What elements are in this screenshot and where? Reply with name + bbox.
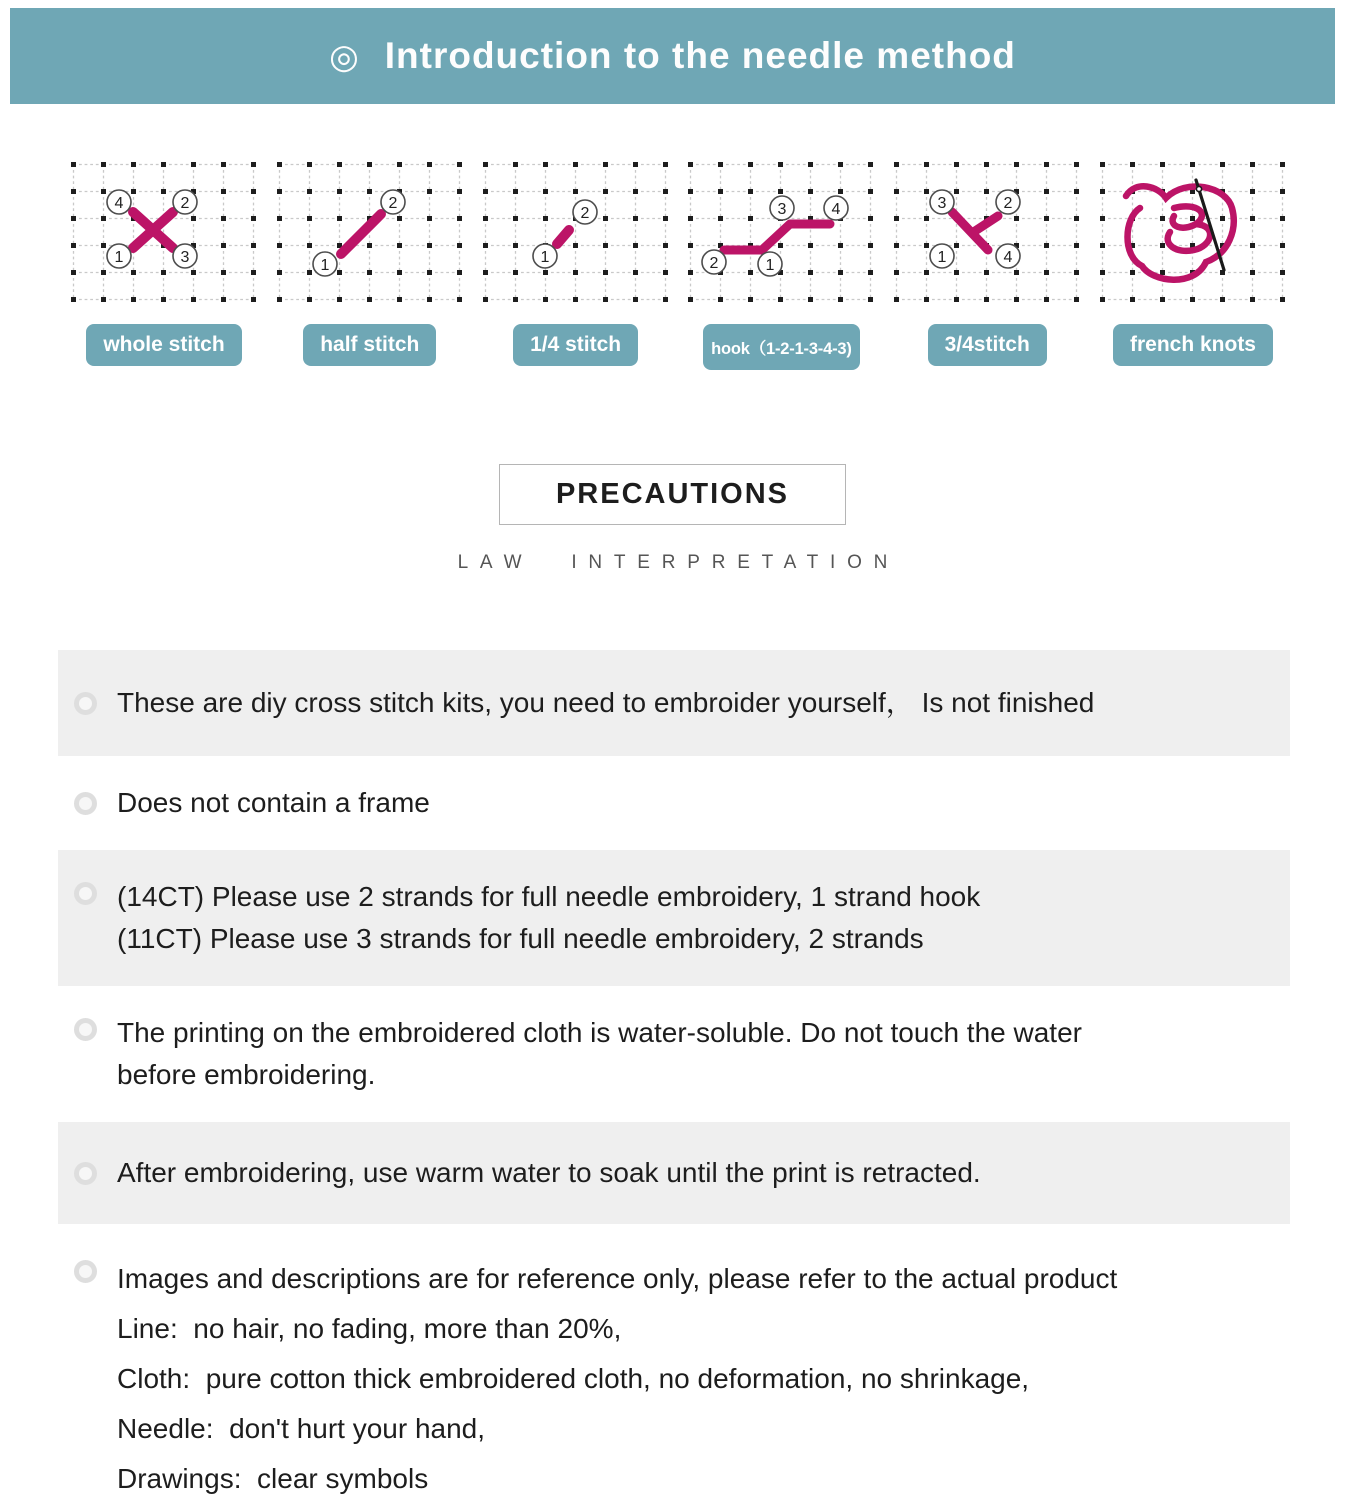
- svg-text:1: 1: [937, 249, 947, 266]
- list-item-text: [117, 876, 980, 960]
- half-stitch-grid-icon: [277, 162, 463, 302]
- diagram-french-knots: [1099, 162, 1287, 370]
- label-quarter-stitch: 1/4 stitch: [513, 324, 638, 366]
- svg-text:3: 3: [937, 195, 947, 212]
- svg-text:2: 2: [388, 195, 398, 212]
- item-line: The printing on the embroidered cloth is water-soluble. Do not touch the water: [117, 1017, 1082, 1048]
- label-half-stitch: half stitch: [303, 324, 436, 366]
- item-line: These are diy cross stitch kits, you need to embroider yourself， Is not finished: [117, 687, 1095, 718]
- page-title: Introduction to the needle method: [384, 35, 1016, 76]
- stitch-diagram-row: [70, 162, 1287, 370]
- list-item: [58, 650, 1290, 756]
- diagram-three-quarter-stitch: [893, 162, 1081, 370]
- list-item-text: [117, 1254, 1117, 1504]
- item-line: Cloth: pure cotton thick embroidered cloth, no deformation, no shrinkage,: [117, 1363, 1030, 1394]
- precaution-list: [58, 650, 1290, 1504]
- label-hook-stitch: hook（1-2-1-3-4-3): [703, 324, 860, 370]
- precautions-title: PRECAUTIONS: [499, 464, 846, 525]
- list-item: [58, 1122, 1290, 1224]
- svg-text:3: 3: [777, 201, 787, 218]
- label-whole-stitch: whole stitch: [86, 324, 241, 366]
- svg-text:2: 2: [580, 205, 590, 222]
- list-item-text: [117, 686, 1094, 720]
- svg-text:2: 2: [180, 195, 190, 212]
- svg-text:4: 4: [831, 201, 841, 218]
- svg-text:3: 3: [180, 249, 190, 266]
- three-quarter-stitch-grid-icon: [894, 162, 1080, 302]
- svg-text:4: 4: [1003, 249, 1013, 266]
- law-interpretation-subtitle: LAW INTERPRETATION: [457, 552, 900, 573]
- item-line: Drawings: clear symbols: [117, 1463, 429, 1494]
- bullseye-icon: ◎: [329, 38, 359, 76]
- item-line: After embroidering, use warm water to soak until the print is retracted.: [117, 1157, 981, 1188]
- precautions-heading: [0, 464, 1345, 525]
- svg-text:1: 1: [320, 257, 330, 274]
- hook-stitch-grid-icon: [688, 162, 874, 302]
- svg-text:1: 1: [765, 257, 775, 274]
- list-item: [58, 986, 1290, 1122]
- label-french-knots: french knots: [1113, 324, 1273, 366]
- ring-bullet-icon: [74, 882, 97, 905]
- svg-text:2: 2: [709, 255, 719, 272]
- item-line: (14CT) Please use 2 strands for full needle embroidery, 1 strand hook: [117, 881, 981, 912]
- ring-bullet-icon: [74, 1018, 97, 1041]
- list-item-text: [117, 1156, 981, 1190]
- list-item-text: [117, 1012, 1082, 1096]
- svg-text:4: 4: [114, 195, 124, 212]
- ring-bullet-icon: [74, 1260, 97, 1283]
- ring-bullet-icon: [74, 1162, 97, 1185]
- label-three-quarter-stitch: 3/4stitch: [928, 324, 1047, 366]
- header-banner: [10, 8, 1335, 104]
- french-knots-grid-icon: [1100, 162, 1286, 302]
- diagram-quarter-stitch: [482, 162, 670, 370]
- svg-text:2: 2: [1003, 195, 1013, 212]
- item-line: before embroidering.: [117, 1059, 376, 1090]
- item-line: Does not contain a frame: [117, 787, 430, 818]
- diagram-hook-stitch: [687, 162, 875, 370]
- list-item: [58, 756, 1290, 850]
- item-line: (11CT) Please use 3 strands for full needle embroidery, 2 strands: [117, 923, 924, 954]
- ring-bullet-icon: [74, 692, 97, 715]
- whole-stitch-grid-icon: [71, 162, 257, 302]
- list-item-text: [117, 786, 430, 820]
- svg-text:1: 1: [540, 249, 550, 266]
- item-line: Images and descriptions are for reference only, please refer to the actual product: [117, 1263, 1118, 1294]
- diagram-half-stitch: [276, 162, 464, 370]
- diagram-whole-stitch: [70, 162, 258, 370]
- item-line: Line: no hair, no fading, more than 20%,: [117, 1313, 622, 1344]
- quarter-stitch-grid-icon: [483, 162, 669, 302]
- item-line: Needle: don't hurt your hand,: [117, 1413, 486, 1444]
- svg-text:1: 1: [114, 249, 124, 266]
- list-item: [58, 850, 1290, 986]
- list-item: [58, 1224, 1290, 1504]
- ring-bullet-icon: [74, 792, 97, 815]
